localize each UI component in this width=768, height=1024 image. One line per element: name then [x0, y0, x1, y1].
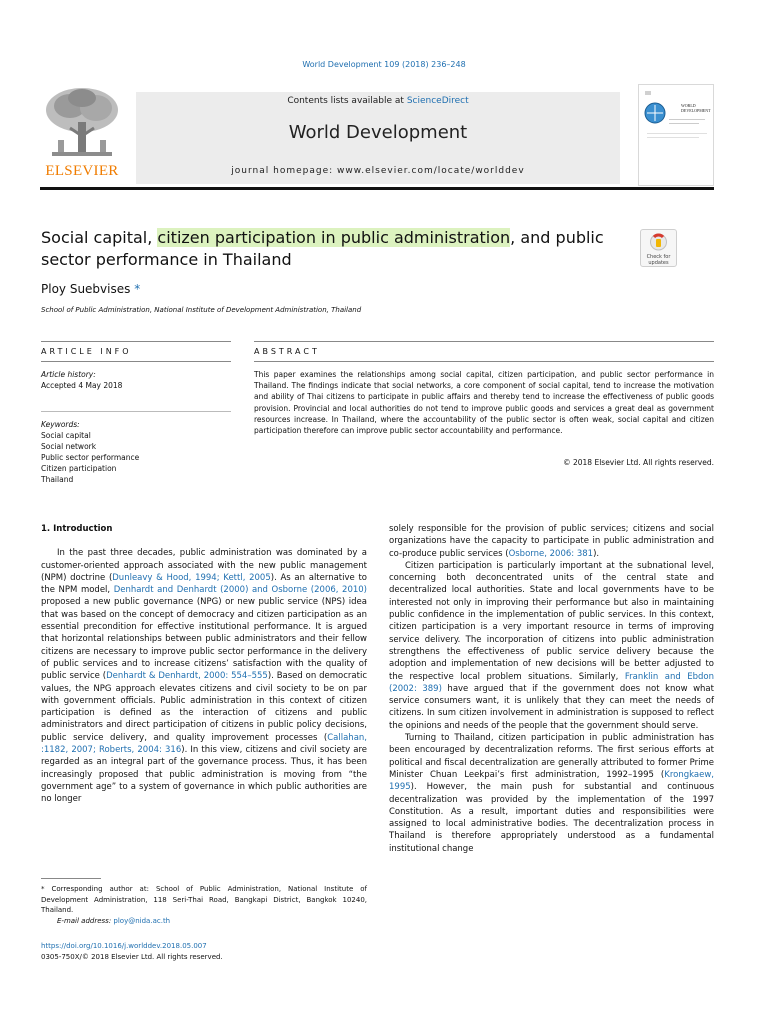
- article-info-bottom-rule: [41, 361, 231, 362]
- paragraph-text: ). However, the main push for substantial and continuous decentralization was provided by the implementation of the 1997 Constitution. As a result, important duties and responsibilities were assigned to local administrative bodies. The decentralization process in Thailand is therefore appropriately understood as a fundamental institutional change: [389, 782, 714, 854]
- citation-link[interactable]: Dunleavy & Hood, 1994; Kettl, 2005: [112, 572, 271, 583]
- citation-link[interactable]: Callahan, :1182, 2007; Roberts, 2004: 316: [41, 732, 367, 756]
- title-part-1: Social capital,: [41, 228, 158, 247]
- paragraph-text: ). As an alternative to the NPM model,: [41, 572, 367, 596]
- citation-link[interactable]: Franklin and Ebdon (2002: 389): [389, 671, 714, 694]
- journal-reference[interactable]: World Development 109 (2018) 236–248: [302, 60, 466, 69]
- elsevier-wordmark: ELSEVIER: [45, 163, 119, 179]
- journal-cover-image: [639, 85, 715, 187]
- abstract-text: This paper examines the relationships among social capital, citizen participation, and public sector performance in Thailand. The findings indicate that social networks, a core component of social capital, tend to increase the motivation and ability of Thai citizens to participate in public affairs and thereby tend to increase the effectiveness of public goods provision. Provincial and local authorities do not tend to improve public goods and services a great deal as government resources increase. In Thailand, where the accountability of the public sector is often weak, social capital and citizen participation therefore can improve public sector accountability and performance.: [254, 370, 714, 436]
- sciencedirect-link[interactable]: ScienceDirect: [406, 96, 469, 106]
- journal-title[interactable]: World Development: [288, 122, 468, 143]
- article-info-top-rule: [41, 341, 231, 342]
- author-name[interactable]: Ploy Suebvises: [41, 282, 131, 296]
- title-highlighted-phrase[interactable]: citizen participation in public administration: [157, 228, 511, 247]
- cover-title-word-1: WORLD: [681, 103, 696, 108]
- article-info-heading: ARTICLE INFO: [41, 347, 132, 356]
- abstract-copyright: © 2018 Elsevier Ltd. All rights reserved.: [563, 458, 714, 467]
- accepted-date: Accepted 4 May 2018: [41, 381, 123, 390]
- keyword-item: Citizen participation: [41, 464, 117, 473]
- masthead-divider: [40, 187, 714, 190]
- paragraph-text: proposed a new public governance (NPG) or new public service (NPS) idea that was based on the concept of democracy and citizen participation as an essential precondition for effective institutional performance. It is argued that horizontal relationships between public administrators and their fellow citizens are necessary to improve public sector performance in the delivery of public services and to increase citizens’ satisfaction with the quality of public service (: [41, 597, 367, 682]
- abstract-bottom-rule: [254, 361, 714, 362]
- paragraph-text: In the past three decades, public administration was dominated by a customer-oriented approach associated with the new public management (NPM) doctrine (: [41, 548, 367, 583]
- paragraph-text: ). In this view, citizens and civil society are regarded as an integral part of the governance process. Thus, it has been increasingly proposed that public administration is moving from “the government age” to a system of governance in which public authorities are no longer: [41, 745, 367, 805]
- section-heading-introduction: 1. Introduction: [41, 524, 113, 534]
- article-history: [41, 369, 231, 391]
- history-label: Article history:: [41, 370, 96, 379]
- elsevier-logo[interactable]: [40, 84, 124, 184]
- check-updates-icon: [641, 230, 676, 254]
- keywords-block: [41, 419, 231, 485]
- paragraph-text: Citizen participation is particularly important at the subnational level, concerning both deconcentrated units of the central state and decentralized local authorities. State and local governments have to be interested not only in improving their performance but also in maintaining public confidence in the implementation of public services. In this context, citizen participation is a very important resource in terms of improving service delivery. The incorporation of citizens into public administration strengthens the effectiveness of public service delivery because the adoption and implementation of new decisions will be better adjusted to the respective local problem situations. Similarly,: [389, 560, 714, 682]
- email-link[interactable]: ploy@nida.ac.th: [113, 916, 171, 925]
- body-left-column: [41, 523, 367, 806]
- journal-homepage[interactable]: journal homepage: www.elsevier.com/locate/worlddev: [231, 166, 525, 176]
- keywords-divider: [41, 411, 231, 412]
- paragraph-text: ).: [593, 548, 600, 559]
- paragraph-text: solely responsible for the provision of public services; citizens and social organizations have the capacity to participate in public administration and co-produce public services (: [389, 524, 714, 559]
- author-line: [41, 282, 140, 296]
- doi-link[interactable]: https://doi.org/10.1016/j.worlddev.2018.05.007: [41, 942, 207, 950]
- keyword-item: Social capital: [41, 431, 91, 440]
- issn-copyright: 0305-750X/© 2018 Elsevier Ltd. All rights reserved.: [41, 953, 223, 961]
- citation-link[interactable]: Osborne, 2006: 381: [508, 548, 594, 559]
- intro-paragraph: [41, 547, 367, 805]
- article-title: [41, 227, 631, 271]
- body-right-column: [389, 523, 714, 855]
- citation-link[interactable]: Krongkaew, 1995: [389, 769, 714, 793]
- author-affiliation: School of Public Administration, National Institute of Development Administration, Thailand: [41, 306, 362, 314]
- keyword-item: Social network: [41, 442, 97, 451]
- masthead-banner: [136, 92, 620, 184]
- paragraph-text: ). Based on democratic values, the NPG approach elevates citizens and civil society to be on par with government officials. Public administration in this context of citizen participation is defined as the interaction of citizens and public administrators and direct participation of citizens in public policy decisions, public service delivery, and quality improvement processes (: [41, 671, 367, 743]
- body-paragraph: [389, 732, 714, 855]
- contents-prefix: Contents lists available at: [287, 96, 407, 106]
- footnote-corresponding: [41, 884, 367, 916]
- keyword-item: Public sector performance: [41, 453, 140, 462]
- corresponding-author-mark[interactable]: *: [134, 282, 141, 296]
- citation-link[interactable]: Denhardt & Denhardt, 2000: 554–555: [106, 671, 268, 682]
- paragraph-text: Turning to Thailand, citizen participation in public administration has been encouraged by decentralization reforms. The first serious efforts at political and fiscal decentralization are generally attributed to former Prime Minister Chuan Leekpai’s first administration, 1992–1995 (: [389, 733, 714, 780]
- footnote-email-line: [41, 916, 367, 927]
- citation-link[interactable]: Denhardt and Denhardt (2000) and Osborne (2006, 2010): [113, 585, 367, 596]
- journal-masthead: [40, 84, 714, 188]
- footnote-mark: *: [41, 885, 45, 893]
- paragraph-text: have argued that if the government does not know what service consumers want, it is unlikely that they can meet the needs of citizens. In sum citizen involvement in administration is supposed to reflect the opinions and needs of the people that the government should serve.: [389, 683, 714, 731]
- footnote: [41, 884, 367, 926]
- body-paragraph: [389, 560, 714, 732]
- journal-cover-thumbnail[interactable]: [638, 84, 714, 186]
- continued-paragraph: [389, 523, 714, 560]
- cover-title-text: [681, 103, 711, 113]
- title-part-2: , and public sector performance in Thailand: [41, 228, 604, 269]
- footnote-divider: [41, 878, 101, 879]
- contents-line: [136, 96, 620, 106]
- footnote-text: Corresponding author at: School of Public Administration, National Institute of Development Administration, 118 Seri-Thai Road, Bangkapi District, Bangkok 10240, Thailand.: [41, 885, 367, 914]
- cover-title-word-2: DEVELOPMENT: [681, 108, 711, 113]
- abstract-top-rule: [254, 341, 714, 342]
- keywords-label: Keywords:: [41, 420, 80, 429]
- check-updates-label: Check for updates: [646, 254, 671, 266]
- keyword-item: Thailand: [41, 475, 74, 484]
- elsevier-tree-icon: [40, 84, 124, 162]
- check-for-updates-button[interactable]: [640, 229, 677, 267]
- email-label: E-mail address:: [57, 916, 114, 925]
- abstract-heading: ABSTRACT: [254, 347, 320, 356]
